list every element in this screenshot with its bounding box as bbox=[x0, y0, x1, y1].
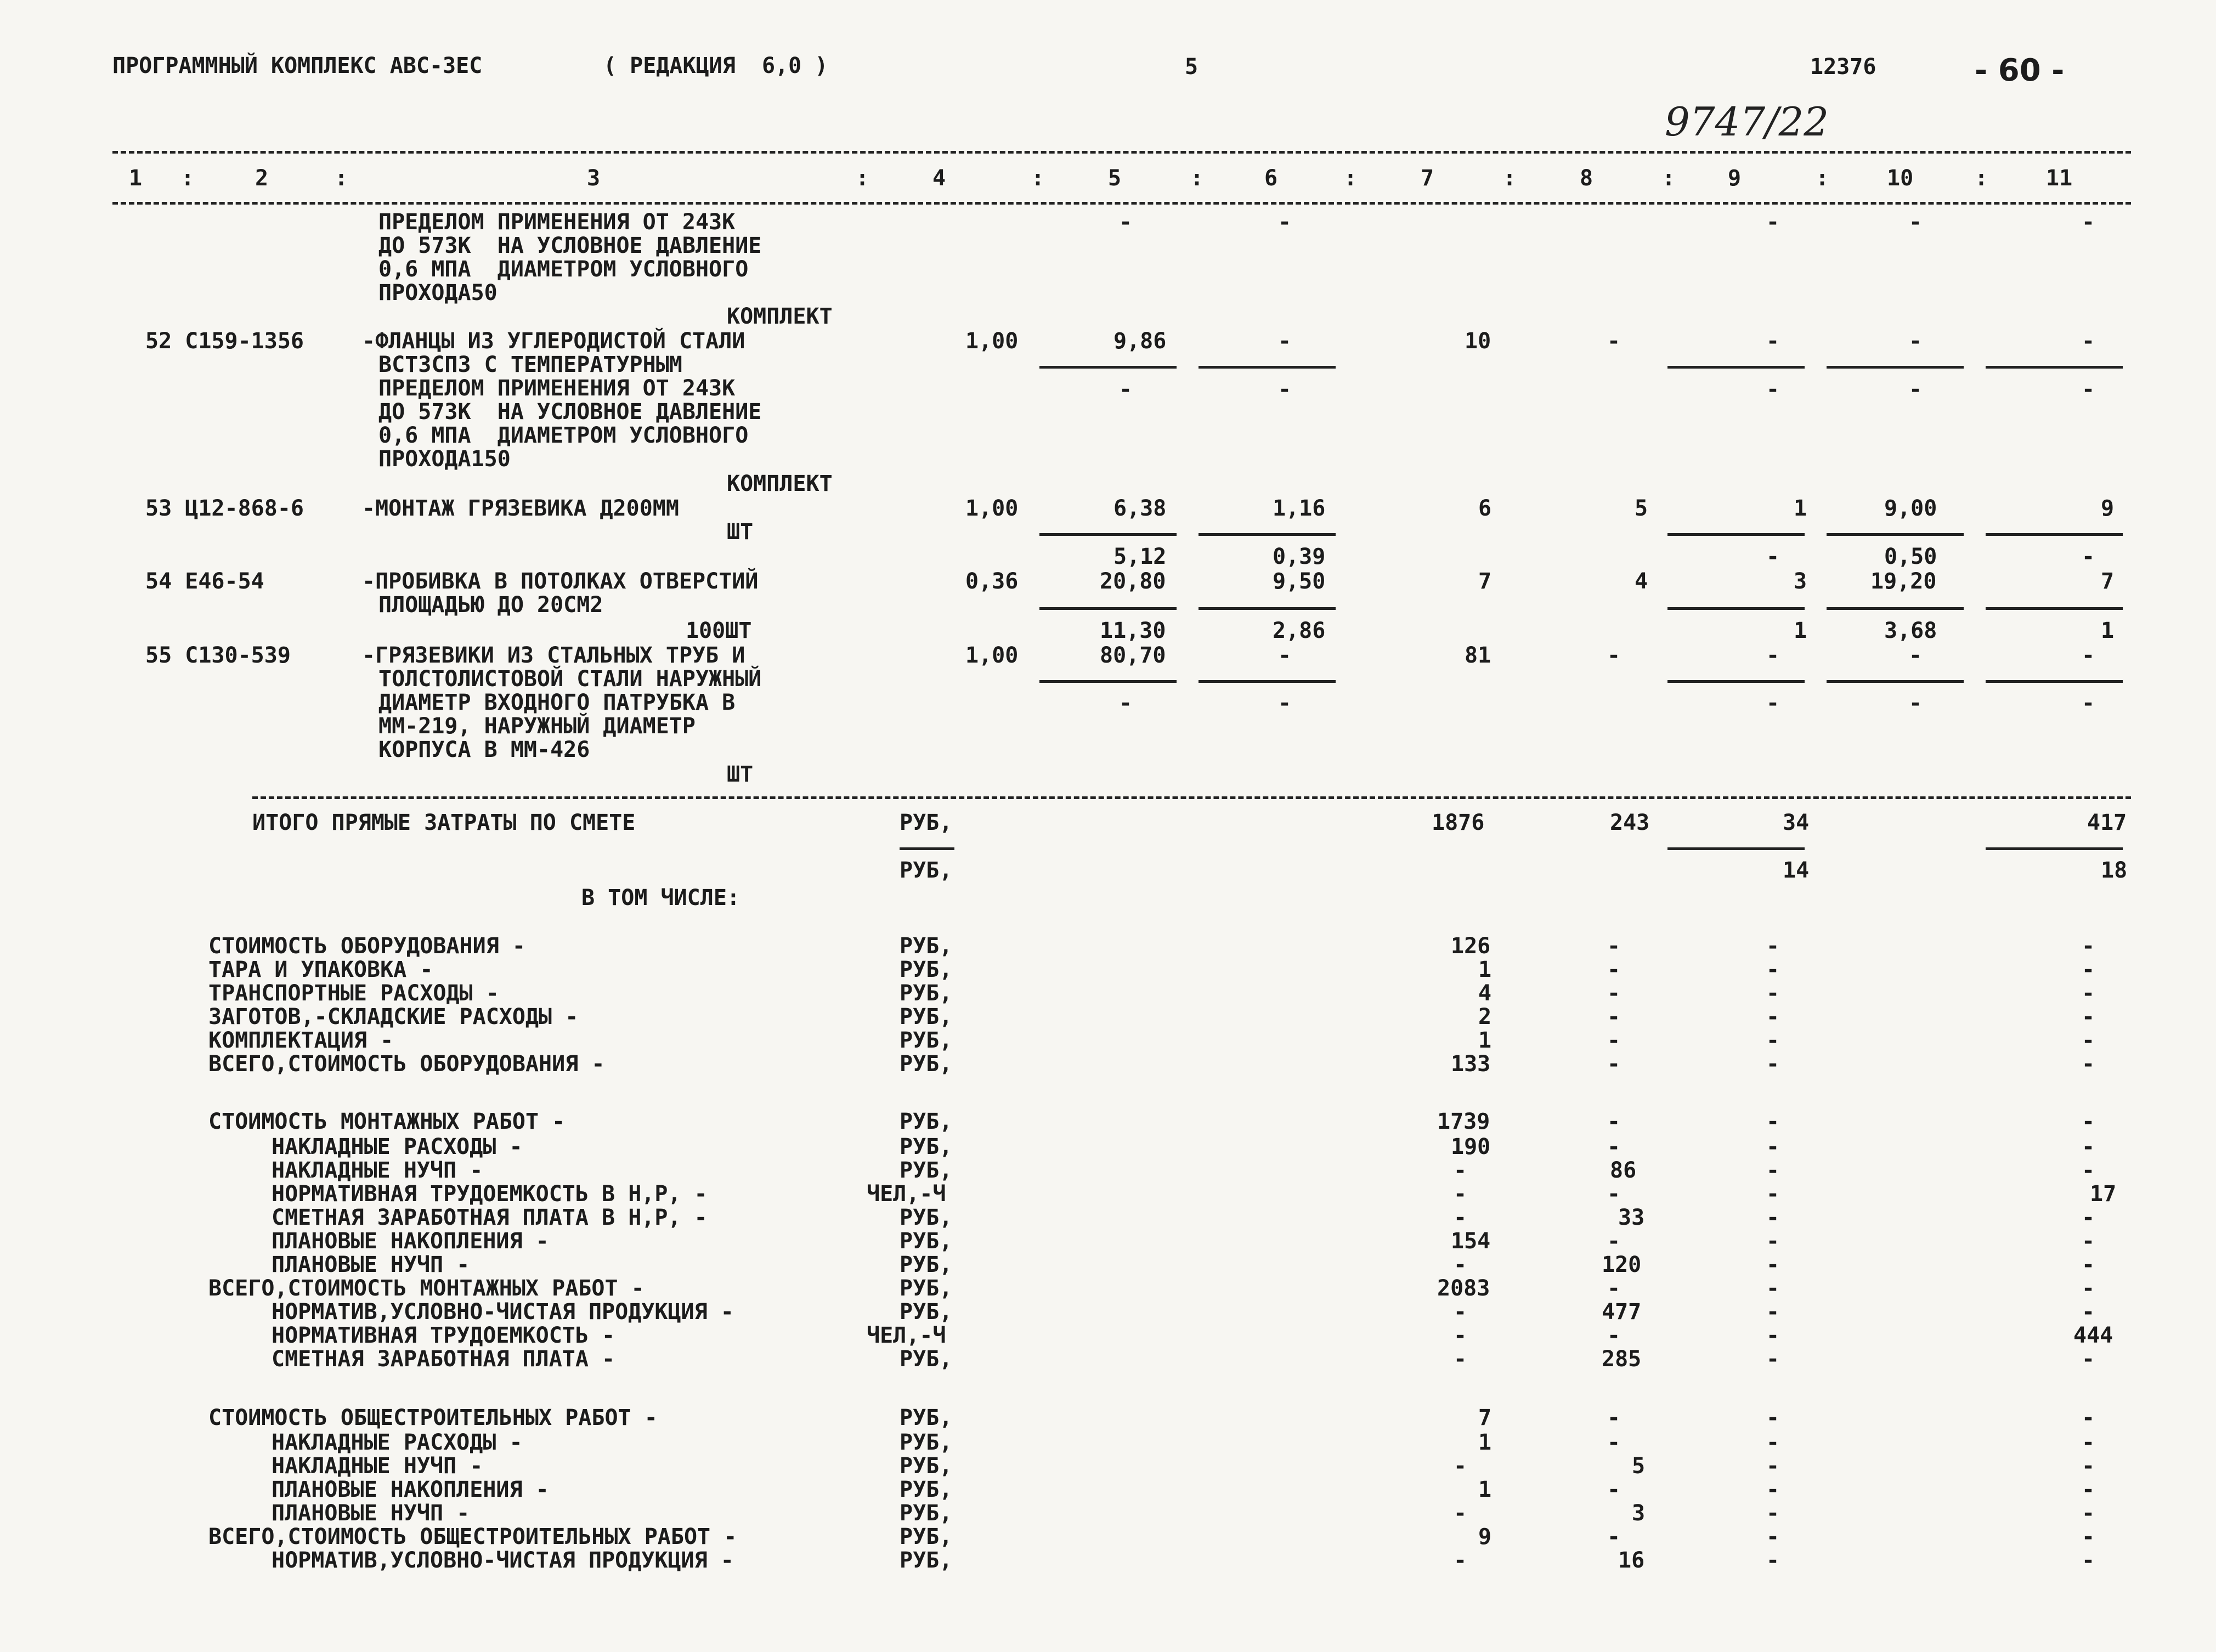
table-cell: - bbox=[1278, 377, 1292, 402]
table-cell: - bbox=[1278, 691, 1292, 716]
table-cell: НОРМАТИВНАЯ ТРУДОЕМКОСТЬ В Н,Р, - bbox=[272, 1181, 708, 1207]
table-cell: 5,12 bbox=[1113, 544, 1167, 569]
header-rule-top bbox=[112, 151, 2131, 154]
table-cell: - bbox=[2082, 643, 2095, 668]
table-cell: -МОНТАЖ ГРЯЗЕВИКА Д200ММ bbox=[362, 496, 679, 521]
table-cell: 6 bbox=[1478, 496, 1492, 521]
table-cell: КОМПЛЕКТ bbox=[727, 304, 833, 329]
table-cell: - bbox=[1909, 329, 1923, 354]
col-sep: : bbox=[1190, 166, 1204, 191]
table-cell: - bbox=[2082, 210, 2095, 235]
table-cell: ПРОХОДА50 bbox=[378, 280, 498, 305]
fraction-bar bbox=[900, 847, 954, 850]
table-cell: 34 bbox=[1783, 810, 1810, 835]
table-cell: - bbox=[2082, 1109, 2095, 1134]
program-title: ПРОГРАММНЫЙ КОМПЛЕКС АВС-ЗЕС bbox=[112, 53, 483, 78]
table-cell: 10 bbox=[1465, 329, 1491, 354]
table-cell: 2 bbox=[1478, 1004, 1492, 1029]
fraction-bar bbox=[1827, 607, 1964, 610]
table-cell: ДО 573К НА УСЛОВНОЕ ДАВЛЕНИЕ bbox=[378, 233, 762, 258]
table-cell: - bbox=[2082, 934, 2095, 959]
table-cell: 54 Е46-54 bbox=[145, 569, 264, 594]
table-cell: НОРМАТИВ,УСЛОВНО-ЧИСТАЯ ПРОДУКЦИЯ - bbox=[272, 1548, 734, 1573]
table-cell: - bbox=[2082, 1548, 2095, 1573]
table-cell: 0,36 bbox=[965, 569, 1019, 594]
table-cell: - bbox=[2082, 1430, 2095, 1455]
table-cell: ВСЕГО,СТОИМОСТЬ ОБОРУДОВАНИЯ - bbox=[208, 1051, 605, 1077]
fraction-bar bbox=[1039, 366, 1177, 369]
table-cell: - bbox=[1766, 1276, 1780, 1301]
table-cell: ВСЕГО,СТОИМОСТЬ МОНТАЖНЫХ РАБОТ - bbox=[208, 1276, 645, 1301]
table-cell: СМЕТНАЯ ЗАРАБОТНАЯ ПЛАТА - bbox=[272, 1347, 615, 1372]
table-cell: 1 bbox=[1478, 1477, 1492, 1502]
table-cell: РУБ, bbox=[900, 1252, 953, 1277]
table-cell: 4 bbox=[1635, 569, 1648, 594]
table-cell: - bbox=[1766, 934, 1780, 959]
table-cell: - bbox=[2082, 1252, 2095, 1277]
table-cell: 0,6 МПА ДИАМЕТРОМ УСЛОВНОГО bbox=[378, 423, 749, 448]
table-cell: НАКЛАДНЫЕ РАСХОДЫ - bbox=[272, 1430, 523, 1455]
fraction-bar bbox=[1986, 847, 2123, 850]
table-cell: РУБ, bbox=[900, 957, 953, 982]
table-cell: 81 bbox=[1465, 643, 1491, 668]
table-cell: - bbox=[1766, 957, 1780, 982]
table-cell: - bbox=[1909, 210, 1923, 235]
table-cell: - bbox=[1607, 1051, 1621, 1077]
table-cell: РУБ, bbox=[900, 1524, 953, 1549]
center-number: 5 bbox=[1185, 54, 1199, 80]
table-cell: ПЛАНОВЫЕ НАКОПЛЕНИЯ - bbox=[272, 1477, 549, 1502]
table-cell: - bbox=[1766, 1477, 1780, 1502]
table-cell: 1,00 bbox=[965, 329, 1019, 354]
table-cell: 3,68 bbox=[1884, 618, 1937, 643]
table-cell: - bbox=[1607, 957, 1621, 982]
table-cell: 243 bbox=[1610, 810, 1650, 835]
fraction-bar bbox=[1667, 607, 1805, 610]
table-cell: РУБ, bbox=[900, 1430, 953, 1455]
table-cell: РУБ, bbox=[900, 810, 953, 835]
table-cell: 20,80 bbox=[1100, 569, 1166, 594]
table-cell: - bbox=[1454, 1181, 1467, 1207]
table-cell: ИТОГО ПРЯМЫЕ ЗАТРАТЫ ПО СМЕТЕ bbox=[252, 810, 636, 835]
table-cell: - bbox=[1909, 377, 1923, 402]
table-cell: 17 bbox=[2090, 1181, 2117, 1207]
col-header-3: 3 bbox=[587, 166, 601, 191]
table-cell: 1,00 bbox=[965, 496, 1019, 521]
col-sep: : bbox=[1344, 166, 1358, 191]
col-header-6: 6 bbox=[1264, 166, 1278, 191]
table-cell: - bbox=[2082, 1501, 2095, 1526]
table-cell: 1,16 bbox=[1273, 496, 1326, 521]
table-cell: 0,6 МПА ДИАМЕТРОМ УСЛОВНОГО bbox=[378, 257, 749, 282]
table-cell: - bbox=[1454, 1323, 1467, 1348]
table-cell: - bbox=[1607, 981, 1621, 1006]
table-cell: ДО 573К НА УСЛОВНОЕ ДАВЛЕНИЕ bbox=[378, 399, 762, 425]
table-cell: - bbox=[2082, 691, 2095, 716]
document-number: 12376 bbox=[1810, 54, 1876, 80]
table-cell: 53 Ц12-868-6 bbox=[145, 496, 304, 521]
table-cell: НАКЛАДНЫЕ НУЧП - bbox=[272, 1453, 483, 1479]
col-sep: : bbox=[1662, 166, 1676, 191]
table-cell: 1 bbox=[1478, 957, 1492, 982]
fraction-bar bbox=[1039, 680, 1177, 683]
col-header-7: 7 bbox=[1421, 166, 1434, 191]
table-cell: СТОИМОСТЬ МОНТАЖНЫХ РАБОТ - bbox=[208, 1109, 566, 1134]
table-cell: - bbox=[2082, 544, 2095, 569]
table-cell: - bbox=[1607, 329, 1621, 354]
table-cell: 9 bbox=[2101, 496, 2115, 521]
table-cell: - bbox=[1766, 1405, 1780, 1430]
col-header-2: 2 bbox=[255, 166, 269, 191]
table-cell: - bbox=[2082, 1347, 2095, 1372]
table-cell: - bbox=[2082, 1299, 2095, 1325]
edition-label: ( РЕДАКЦИЯ 6,0 ) bbox=[603, 53, 828, 78]
fraction-bar bbox=[1667, 533, 1805, 536]
table-cell: - bbox=[1766, 377, 1780, 402]
table-cell: - bbox=[1766, 1252, 1780, 1277]
fraction-bar bbox=[1827, 366, 1964, 369]
table-cell: - bbox=[1454, 1252, 1467, 1277]
table-cell: - bbox=[1766, 1501, 1780, 1526]
table-cell: ВСЕГО,СТОИМОСТЬ ОБЩЕСТРОИТЕЛЬНЫХ РАБОТ - bbox=[208, 1524, 737, 1549]
table-cell: - bbox=[2082, 1477, 2095, 1502]
col-header-10: 10 bbox=[1887, 166, 1914, 191]
table-cell: РУБ, bbox=[900, 1205, 953, 1230]
table-cell: РУБ, bbox=[900, 1299, 953, 1325]
table-cell: - bbox=[1607, 1109, 1621, 1134]
table-cell: - bbox=[1454, 1158, 1467, 1183]
table-cell: 9,50 bbox=[1273, 569, 1326, 594]
table-cell: В ТОМ ЧИСЛЕ: bbox=[581, 885, 740, 910]
table-cell: РУБ, bbox=[900, 858, 953, 883]
table-cell: ТРАНСПОРТНЫЕ РАСХОДЫ - bbox=[208, 981, 499, 1006]
table-cell: ЧЕЛ,-Ч bbox=[867, 1323, 946, 1348]
totals-rule bbox=[252, 796, 2131, 799]
table-cell: ПЛАНОВЫЕ НУЧП - bbox=[272, 1252, 470, 1277]
table-cell: ТОЛСТОЛИСТОВОЙ СТАЛИ НАРУЖНЫЙ bbox=[378, 666, 762, 692]
table-cell: - bbox=[1766, 1134, 1780, 1159]
table-cell: 1739 bbox=[1437, 1109, 1490, 1134]
table-cell: 52 С159-1356 bbox=[145, 329, 304, 354]
table-cell: 7 bbox=[1478, 1405, 1492, 1430]
table-cell: ШТ bbox=[727, 762, 754, 787]
table-cell: - bbox=[1766, 1323, 1780, 1348]
table-cell: - bbox=[1607, 1134, 1621, 1159]
table-cell: - bbox=[1909, 691, 1923, 716]
col-sep: : bbox=[335, 166, 348, 191]
col-sep: : bbox=[181, 166, 195, 191]
table-cell: 126 bbox=[1451, 934, 1491, 959]
table-cell: - bbox=[1454, 1205, 1467, 1230]
table-cell: 5 bbox=[1635, 496, 1648, 521]
table-cell: 33 bbox=[1618, 1205, 1645, 1230]
table-cell: - bbox=[1766, 1109, 1780, 1134]
table-cell: 1876 bbox=[1432, 810, 1485, 835]
table-cell: 7 bbox=[2101, 569, 2115, 594]
col-sep: : bbox=[1975, 166, 1988, 191]
table-cell: - bbox=[1278, 643, 1292, 668]
table-cell: ПЛАНОВЫЕ НАКОПЛЕНИЯ - bbox=[272, 1229, 549, 1254]
table-cell: 5 bbox=[1632, 1453, 1646, 1479]
col-header-4: 4 bbox=[932, 166, 946, 191]
fraction-bar bbox=[1986, 533, 2123, 536]
table-cell: СТОИМОСТЬ ОБОРУДОВАНИЯ - bbox=[208, 934, 525, 959]
table-cell: 9,86 bbox=[1113, 329, 1167, 354]
table-cell: СТОИМОСТЬ ОБЩЕСТРОИТЕЛЬНЫХ РАБОТ - bbox=[208, 1405, 658, 1430]
table-cell: КОМПЛЕКТАЦИЯ - bbox=[208, 1028, 394, 1053]
table-cell: - bbox=[1119, 377, 1133, 402]
fraction-bar bbox=[1986, 680, 2123, 683]
table-cell: РУБ, bbox=[900, 1548, 953, 1573]
table-cell: - bbox=[2082, 1051, 2095, 1077]
table-cell: - bbox=[2082, 1524, 2095, 1549]
table-cell: 14 bbox=[1783, 858, 1810, 883]
table-cell: КОРПУСА В ММ-426 bbox=[378, 737, 590, 762]
table-cell: 100ШТ bbox=[686, 618, 752, 643]
table-cell: - bbox=[2082, 1028, 2095, 1053]
table-cell: - bbox=[2082, 1229, 2095, 1254]
table-cell: 477 bbox=[1602, 1299, 1642, 1325]
table-cell: 1 bbox=[2101, 618, 2115, 643]
table-cell: ТАРА И УПАКОВКА - bbox=[208, 957, 433, 982]
table-cell: - bbox=[1607, 1524, 1621, 1549]
table-cell: 16 bbox=[1618, 1548, 1645, 1573]
table-cell: - bbox=[2082, 957, 2095, 982]
table-cell: - bbox=[1454, 1299, 1467, 1325]
table-cell: - bbox=[1454, 1548, 1467, 1573]
table-cell: 18 bbox=[2101, 858, 2128, 883]
table-cell: - bbox=[1119, 210, 1133, 235]
table-cell: 80,70 bbox=[1100, 643, 1166, 668]
table-cell: -ГРЯЗЕВИКИ ИЗ СТАЛЬНЫХ ТРУБ И bbox=[362, 643, 745, 668]
table-cell: ПЛОЩАДЬЮ ДО 20СМ2 bbox=[378, 592, 603, 618]
table-cell: РУБ, bbox=[900, 1347, 953, 1372]
table-cell: 4 bbox=[1478, 981, 1492, 1006]
table-cell: - bbox=[2082, 1134, 2095, 1159]
table-cell: РУБ, bbox=[900, 1453, 953, 1479]
fraction-bar bbox=[1667, 680, 1805, 683]
table-cell: 6,38 bbox=[1113, 496, 1167, 521]
col-header-5: 5 bbox=[1108, 166, 1122, 191]
table-cell: - bbox=[1766, 643, 1780, 668]
table-cell: РУБ, bbox=[900, 1276, 953, 1301]
table-cell: 9,00 bbox=[1884, 496, 1937, 521]
table-cell: - bbox=[1607, 1405, 1621, 1430]
table-cell: СМЕТНАЯ ЗАРАБОТНАЯ ПЛАТА В Н,Р, - bbox=[272, 1205, 708, 1230]
col-sep: : bbox=[1031, 166, 1045, 191]
handwritten-reference: 9747/22 bbox=[1665, 99, 1829, 145]
table-cell: - bbox=[1278, 210, 1292, 235]
table-cell: ММ-219, НАРУЖНЫЙ ДИАМЕТР bbox=[378, 714, 696, 739]
col-header-1: 1 bbox=[129, 166, 143, 191]
table-cell: - bbox=[1454, 1453, 1467, 1479]
fraction-bar bbox=[1199, 607, 1336, 610]
table-cell: 1,00 bbox=[965, 643, 1019, 668]
table-cell: - bbox=[2082, 377, 2095, 402]
fraction-bar bbox=[1827, 680, 1964, 683]
table-cell: ШТ bbox=[727, 519, 754, 545]
table-cell: - bbox=[1278, 329, 1292, 354]
table-cell: РУБ, bbox=[900, 1477, 953, 1502]
table-cell: РУБ, bbox=[900, 1229, 953, 1254]
table-cell: - bbox=[2082, 1453, 2095, 1479]
table-cell: 86 bbox=[1610, 1158, 1637, 1183]
table-cell: 417 bbox=[2087, 810, 2127, 835]
table-cell: - bbox=[2082, 329, 2095, 354]
table-cell: - bbox=[1766, 1430, 1780, 1455]
table-cell: - bbox=[1766, 1347, 1780, 1372]
col-sep: : bbox=[1503, 166, 1517, 191]
table-cell: - bbox=[1766, 210, 1780, 235]
table-cell: - bbox=[1766, 981, 1780, 1006]
table-cell: - bbox=[1766, 1299, 1780, 1325]
table-cell: -ФЛАНЦЫ ИЗ УГЛЕРОДИСТОЙ СТАЛИ bbox=[362, 329, 745, 354]
table-cell: - bbox=[1909, 643, 1923, 668]
table-cell: - bbox=[1607, 1004, 1621, 1029]
table-cell: - bbox=[1766, 1205, 1780, 1230]
table-cell: РУБ, bbox=[900, 1158, 953, 1183]
table-cell: 11,30 bbox=[1100, 618, 1166, 643]
fraction-bar bbox=[1827, 533, 1964, 536]
fraction-bar bbox=[1986, 366, 2123, 369]
table-cell: - bbox=[1607, 1430, 1621, 1455]
table-cell: РУБ, bbox=[900, 1501, 953, 1526]
table-cell: ДИАМЕТР ВХОДНОГО ПАТРУБКА В bbox=[378, 690, 736, 715]
table-cell: 2083 bbox=[1437, 1276, 1490, 1301]
table-cell: - bbox=[1766, 691, 1780, 716]
table-cell: - bbox=[1454, 1347, 1467, 1372]
table-cell: - bbox=[1119, 691, 1133, 716]
table-cell: 444 bbox=[2073, 1323, 2113, 1348]
fraction-bar bbox=[1199, 680, 1336, 683]
fraction-bar bbox=[1199, 533, 1336, 536]
table-cell: РУБ, bbox=[900, 1405, 953, 1430]
table-cell: - bbox=[1766, 544, 1780, 569]
table-cell: РУБ, bbox=[900, 1051, 953, 1077]
table-cell: - bbox=[1607, 934, 1621, 959]
table-cell: НОРМАТИВНАЯ ТРУДОЕМКОСТЬ - bbox=[272, 1323, 615, 1348]
table-cell: ПРЕДЕЛОМ ПРИМЕНЕНИЯ ОТ 243К bbox=[378, 376, 736, 401]
table-cell: - bbox=[1766, 1051, 1780, 1077]
table-cell: РУБ, bbox=[900, 1134, 953, 1159]
table-cell: 1 bbox=[1794, 496, 1807, 521]
header-rule-bottom bbox=[112, 202, 2131, 205]
table-cell: - bbox=[2082, 1158, 2095, 1183]
col-header-8: 8 bbox=[1580, 166, 1593, 191]
table-cell: 7 bbox=[1478, 569, 1492, 594]
table-cell: РУБ, bbox=[900, 981, 953, 1006]
table-cell: 1 bbox=[1478, 1028, 1492, 1053]
table-cell: ПРЕДЕЛОМ ПРИМЕНЕНИЯ ОТ 243К bbox=[378, 210, 736, 235]
table-cell: НОРМАТИВ,УСЛОВНО-ЧИСТАЯ ПРОДУКЦИЯ - bbox=[272, 1299, 734, 1325]
col-sep: : bbox=[1816, 166, 1829, 191]
table-cell: - bbox=[1454, 1501, 1467, 1526]
table-cell: 190 bbox=[1451, 1134, 1491, 1159]
table-cell: РУБ, bbox=[900, 1004, 953, 1029]
table-cell: НАКЛАДНЫЕ НУЧП - bbox=[272, 1158, 483, 1183]
table-cell: - bbox=[1607, 1477, 1621, 1502]
table-cell: 2,86 bbox=[1273, 618, 1326, 643]
fraction-bar bbox=[1667, 847, 1805, 850]
table-cell: - bbox=[1766, 1158, 1780, 1183]
table-cell: ПРОХОДА150 bbox=[378, 446, 511, 472]
table-cell: - bbox=[1766, 1181, 1780, 1207]
table-cell: - bbox=[1607, 1229, 1621, 1254]
table-cell: 19,20 bbox=[1870, 569, 1937, 594]
table-cell: - bbox=[1607, 1276, 1621, 1301]
table-cell: 285 bbox=[1602, 1347, 1642, 1372]
table-cell: - bbox=[1766, 1453, 1780, 1479]
table-cell: - bbox=[1766, 1004, 1780, 1029]
col-sep: : bbox=[856, 166, 869, 191]
table-cell: - bbox=[1766, 1028, 1780, 1053]
table-cell: - bbox=[2082, 1205, 2095, 1230]
page-number: - 60 - bbox=[1975, 53, 2065, 88]
fraction-bar bbox=[1986, 607, 2123, 610]
table-cell: - bbox=[1766, 1548, 1780, 1573]
table-cell: - bbox=[1766, 1229, 1780, 1254]
table-cell: 3 bbox=[1794, 569, 1807, 594]
table-cell: - bbox=[1766, 1524, 1780, 1549]
col-header-9: 9 bbox=[1728, 166, 1742, 191]
table-cell: ПЛАНОВЫЕ НУЧП - bbox=[272, 1501, 470, 1526]
table-cell: - bbox=[1607, 1028, 1621, 1053]
table-cell: 0,50 bbox=[1884, 544, 1937, 569]
table-cell: НАКЛАДНЫЕ РАСХОДЫ - bbox=[272, 1134, 523, 1159]
table-cell: РУБ, bbox=[900, 1109, 953, 1134]
table-cell: ВСТ3СП3 С ТЕМПЕРАТУРНЫМ bbox=[378, 352, 682, 377]
table-cell: 1 bbox=[1478, 1430, 1492, 1455]
table-cell: - bbox=[2082, 1405, 2095, 1430]
table-cell: 133 bbox=[1451, 1051, 1491, 1077]
table-cell: 154 bbox=[1451, 1229, 1491, 1254]
col-header-11: 11 bbox=[2046, 166, 2073, 191]
table-cell: 55 С130-539 bbox=[145, 643, 291, 668]
table-cell: - bbox=[2082, 981, 2095, 1006]
table-cell: РУБ, bbox=[900, 1028, 953, 1053]
table-cell: 0,39 bbox=[1273, 544, 1326, 569]
table-cell: - bbox=[1607, 1181, 1621, 1207]
table-cell: 120 bbox=[1602, 1252, 1642, 1277]
fraction-bar bbox=[1199, 366, 1336, 369]
fraction-bar bbox=[1039, 607, 1177, 610]
table-cell: 1 bbox=[1794, 618, 1807, 643]
table-cell: 9 bbox=[1478, 1524, 1492, 1549]
table-cell: - bbox=[1766, 329, 1780, 354]
table-cell: КОМПЛЕКТ bbox=[727, 471, 833, 496]
table-cell: РУБ, bbox=[900, 934, 953, 959]
table-cell: 3 bbox=[1632, 1501, 1646, 1526]
table-cell: ЧЕЛ,-Ч bbox=[867, 1181, 946, 1207]
fraction-bar bbox=[1667, 366, 1805, 369]
table-cell: -ПРОБИВКА В ПОТОЛКАХ ОТВЕРСТИЙ bbox=[362, 569, 759, 594]
table-cell: - bbox=[1607, 643, 1621, 668]
table-cell: - bbox=[2082, 1004, 2095, 1029]
fraction-bar bbox=[1039, 533, 1177, 536]
table-cell: - bbox=[2082, 1276, 2095, 1301]
table-cell: - bbox=[1607, 1323, 1621, 1348]
table-cell: ЗАГОТОВ,-СКЛАДСКИЕ РАСХОДЫ - bbox=[208, 1004, 579, 1029]
